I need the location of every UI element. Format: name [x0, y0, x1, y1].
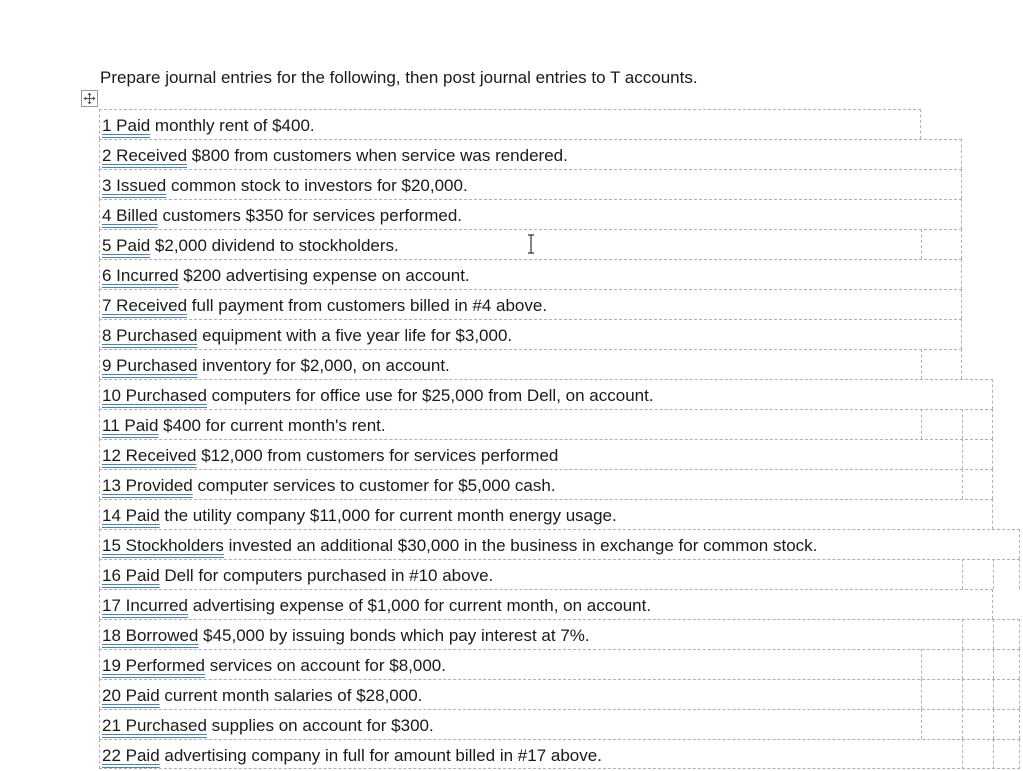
entry-description: computers for office use for $25,000 from Dell, on account.: [206, 386, 654, 405]
entry-text[interactable]: [102, 261, 470, 291]
entry-row[interactable]: [99, 559, 1023, 589]
table-cell-divider: [993, 619, 994, 649]
entry-row[interactable]: [99, 319, 1023, 349]
entry-number-and-verb: 12 Received: [102, 446, 197, 465]
table-cell-divider: [962, 409, 963, 439]
entry-row[interactable]: [99, 229, 1023, 259]
entry-description: $200 advertising expense on account.: [178, 266, 470, 285]
entry-text[interactable]: [102, 411, 386, 441]
table-cell-divider: [993, 559, 994, 589]
entry-number-and-verb: 17 Incurred: [102, 596, 188, 615]
entry-description: services on account for $8,000.: [205, 656, 446, 675]
entry-text[interactable]: [102, 351, 450, 381]
entry-description: $800 from customers when service was rendered.: [187, 146, 568, 165]
entry-row[interactable]: [99, 379, 1023, 409]
journal-entries-table: [99, 109, 1023, 769]
entry-text[interactable]: [102, 381, 654, 411]
entry-row[interactable]: [99, 739, 1023, 769]
entry-row[interactable]: [99, 679, 1023, 709]
table-cell-divider: [962, 559, 963, 589]
instructions-heading: Prepare journal entries for the following, then post journal entries to T accounts.: [100, 68, 698, 87]
entry-description: inventory for $2,000, on account.: [197, 356, 450, 375]
entry-text[interactable]: [102, 141, 568, 171]
table-cell-divider: [962, 439, 963, 469]
table-cell-divider: [921, 409, 922, 439]
entry-description: invested an additional $30,000 in the business in exchange for common stock.: [223, 536, 818, 555]
entry-number-and-verb: 16 Paid: [102, 566, 160, 585]
table-cell-divider: [993, 739, 994, 769]
entry-number-and-verb: 18 Borrowed: [102, 626, 199, 645]
entry-text[interactable]: [102, 171, 468, 201]
table-cell-divider: [921, 229, 922, 259]
entry-row[interactable]: [99, 619, 1023, 649]
table-cell-divider: [993, 709, 994, 739]
entry-text[interactable]: [102, 441, 558, 471]
table-cell-divider: [921, 679, 922, 709]
entry-description: $45,000 by issuing bonds which pay interest at 7%.: [198, 626, 590, 645]
table-cell-divider: [962, 709, 963, 739]
entry-description: $400 for current month's rent.: [158, 416, 386, 435]
table-cell-divider: [921, 709, 922, 739]
entry-text[interactable]: [102, 531, 817, 561]
entry-number-and-verb: 21 Purchased: [102, 716, 207, 735]
table-cell-divider: [962, 679, 963, 709]
entry-number-and-verb: 6 Incurred: [102, 266, 179, 285]
entry-description: advertising expense of $1,000 for current month, on account.: [188, 596, 652, 615]
entry-row[interactable]: [99, 439, 1023, 469]
entry-description: equipment with a five year life for $3,000.: [197, 326, 513, 345]
entry-row[interactable]: [99, 259, 1023, 289]
entry-text[interactable]: [102, 711, 434, 741]
entry-text[interactable]: [102, 111, 315, 141]
entry-number-and-verb: 8 Purchased: [102, 326, 198, 345]
entry-text[interactable]: [102, 681, 422, 711]
table-cell-divider: [962, 619, 963, 649]
entry-row[interactable]: [99, 499, 1023, 529]
entry-number-and-verb: 7 Received: [102, 296, 188, 315]
entry-row[interactable]: [99, 289, 1023, 319]
entry-row[interactable]: [99, 139, 1023, 169]
table-cell-divider: [962, 649, 963, 679]
entry-number-and-verb: 5 Paid: [102, 236, 151, 255]
table-cell-divider: [993, 649, 994, 679]
entry-description: computer services to customer for $5,000 cash.: [192, 476, 556, 495]
entry-description: advertising company in full for amount billed in #17 above.: [159, 746, 602, 765]
table-cell-divider: [962, 739, 963, 769]
text-cursor-icon: [526, 234, 536, 254]
entry-number-and-verb: 22 Paid: [102, 746, 160, 765]
entry-row[interactable]: [99, 529, 1023, 559]
entry-number-and-verb: 13 Provided: [102, 476, 193, 495]
entry-number-and-verb: 15 Stockholders: [102, 536, 224, 555]
entry-text[interactable]: [102, 291, 547, 321]
table-cell-divider: [962, 469, 963, 499]
entry-description: Dell for computers purchased in #10 above.: [159, 566, 494, 585]
entry-number-and-verb: 10 Purchased: [102, 386, 207, 405]
entry-text[interactable]: [102, 651, 446, 681]
entry-row[interactable]: [99, 349, 1023, 379]
entry-number-and-verb: 1 Paid: [102, 116, 151, 135]
entry-description: common stock to investors for $20,000.: [166, 176, 468, 195]
entry-text[interactable]: [102, 621, 590, 651]
entry-text[interactable]: [102, 501, 617, 531]
entry-number-and-verb: 4 Billed: [102, 206, 158, 225]
table-cell-divider: [921, 649, 922, 679]
entry-text[interactable]: [102, 321, 512, 351]
entry-description: $2,000 dividend to stockholders.: [150, 236, 399, 255]
table-cell-divider: [921, 349, 922, 379]
entry-row[interactable]: [99, 169, 1023, 199]
entry-row[interactable]: [99, 109, 1023, 139]
entry-description: monthly rent of $400.: [150, 116, 315, 135]
entry-number-and-verb: 14 Paid: [102, 506, 160, 525]
entry-number-and-verb: 11 Paid: [102, 416, 159, 435]
entry-row[interactable]: [99, 709, 1023, 739]
entry-description: $12,000 from customers for services performed: [196, 446, 559, 465]
entry-number-and-verb: 19 Performed: [102, 656, 205, 675]
entry-row[interactable]: [99, 589, 1023, 619]
table-cell-divider: [993, 679, 994, 709]
entry-row[interactable]: [99, 469, 1023, 499]
entry-number-and-verb: 20 Paid: [102, 686, 160, 705]
entry-text[interactable]: [102, 231, 399, 261]
entry-description: customers $350 for services performed.: [157, 206, 462, 225]
entry-text[interactable]: [102, 471, 556, 501]
entry-description: full payment from customers billed in #4 above.: [187, 296, 548, 315]
entry-text[interactable]: [102, 741, 602, 771]
entry-text[interactable]: [102, 591, 651, 621]
entry-number-and-verb: 3 Issued: [102, 176, 167, 195]
entry-text[interactable]: [102, 201, 462, 231]
entry-text[interactable]: [102, 561, 493, 591]
entry-number-and-verb: 2 Received: [102, 146, 188, 165]
entry-row[interactable]: [99, 649, 1023, 679]
entry-row[interactable]: [99, 409, 1023, 439]
entry-description: supplies on account for $300.: [206, 716, 434, 735]
entry-row[interactable]: [99, 199, 1023, 229]
entry-description: the utility company $11,000 for current month energy usage.: [159, 506, 617, 525]
entry-number-and-verb: 9 Purchased: [102, 356, 198, 375]
entry-description: current month salaries of $28,000.: [159, 686, 423, 705]
table-move-handle-icon[interactable]: [81, 90, 98, 107]
